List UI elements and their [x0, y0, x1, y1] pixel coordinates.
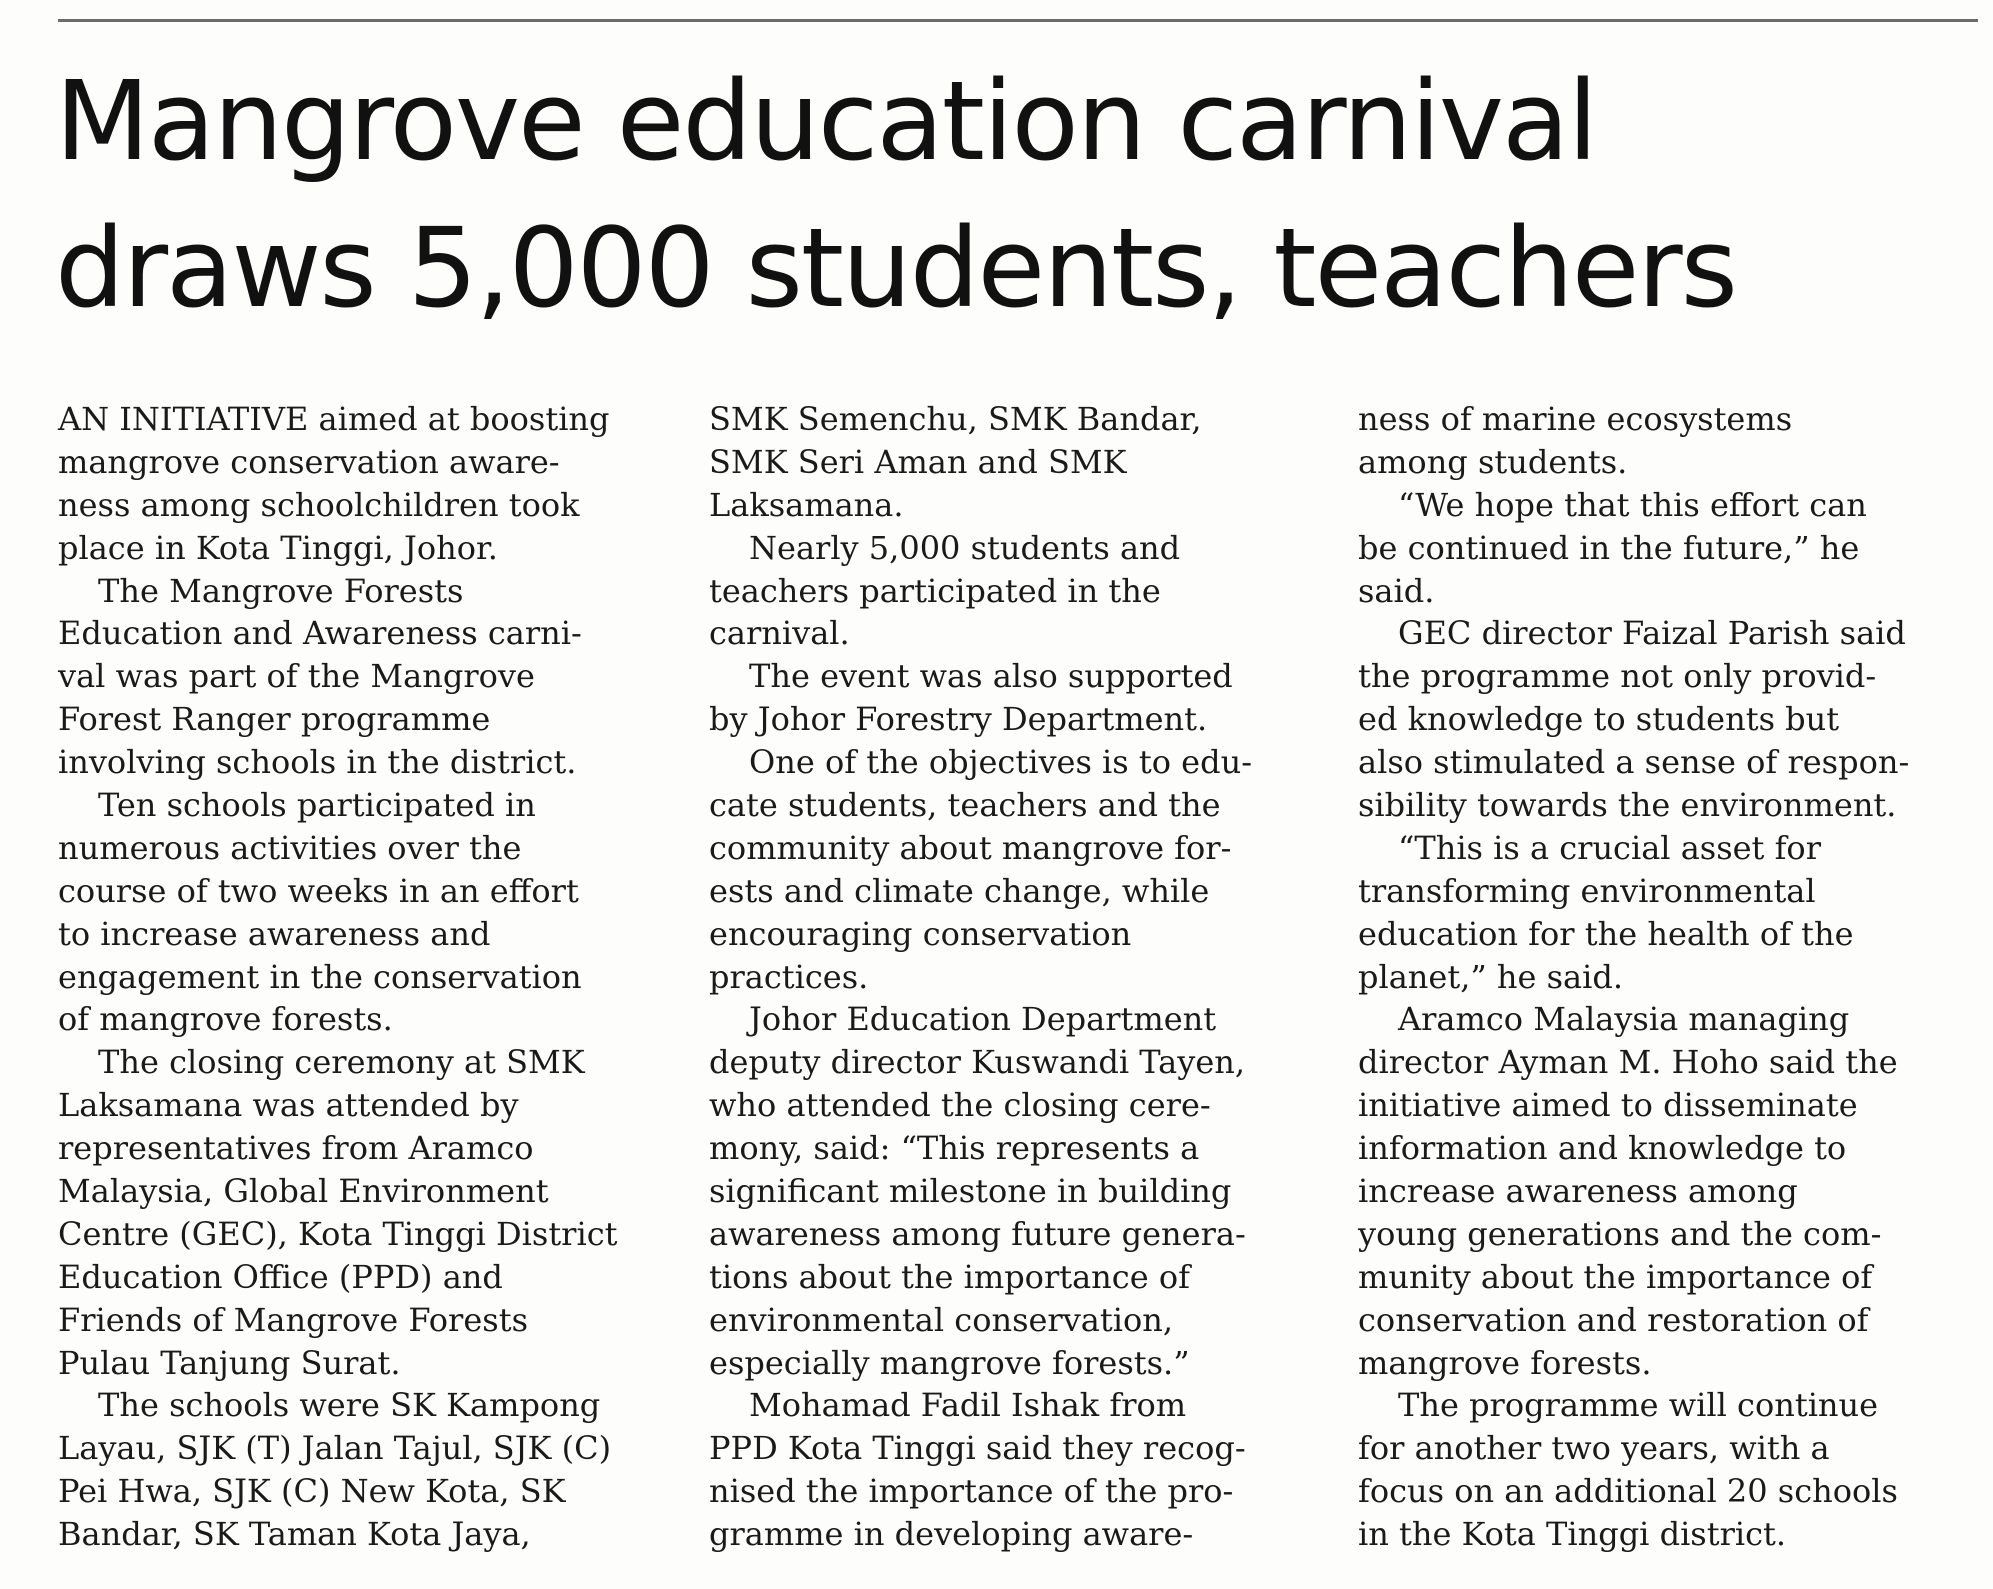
body-text-line: involving schools in the district. [58, 743, 577, 782]
body-text-line: Laksamana. [709, 485, 904, 524]
body-text-line: among students. [1358, 442, 1628, 481]
body-text-line: Centre (GEC), Kota Tinggi District [58, 1214, 618, 1253]
body-text-line: mangrove conservation aware- [58, 442, 560, 481]
body-text-line: tions about the importance of [709, 1257, 1190, 1296]
body-text-line: to increase awareness and [58, 914, 491, 953]
body-text-line: community about mangrove for- [709, 828, 1232, 867]
body-text-line: Johor Education Department [749, 1000, 1217, 1039]
article-body [58, 398, 1958, 1568]
body-text-line: ed knowledge to students but [1358, 700, 1840, 739]
body-text-line: AN INITIATIVE aimed at boosting [58, 400, 610, 438]
body-text-line: Forest Ranger programme [58, 700, 491, 739]
body-text-line: carnival. [709, 614, 850, 653]
body-text-line: ests and climate change, while [709, 871, 1210, 910]
body-text-line: practices. [709, 957, 869, 996]
body-text-line: Bandar, SK Taman Kota Jaya, [58, 1515, 531, 1554]
body-text-line: Pei Hwa, SJK (C) New Kota, SK [58, 1472, 566, 1511]
body-text-line: val was part of the Mangrove [58, 657, 535, 696]
body-text-line: Mohamad Fadil Ishak from [749, 1386, 1187, 1425]
body-text-line: teachers participated in the [709, 571, 1161, 610]
body-text-line: SMK Seri Aman and SMK [709, 442, 1127, 481]
body-text-line: GEC director Faizal Parish said [1398, 614, 1906, 653]
body-text-line: numerous activities over the [58, 828, 522, 867]
body-text-line: The event was also supported [749, 657, 1233, 696]
body-text-line: young generations and the com- [1358, 1214, 1882, 1253]
body-text-line: place in Kota Tinggi, Johor. [58, 528, 498, 567]
body-text-line: transforming environmental [1358, 871, 1816, 910]
body-text-line: said. [1358, 571, 1435, 610]
body-text-line: The programme will continue [1398, 1386, 1879, 1425]
headline-line-1: Mangrove education carnival [55, 57, 1596, 185]
headline-line-2: draws 5,000 students, teachers [55, 204, 1736, 332]
body-text-line: the programme not only provid- [1358, 657, 1877, 696]
column-3 [1358, 398, 1968, 1556]
body-text-line: Friends of Mangrove Forests [58, 1300, 528, 1339]
body-text-line: director Ayman M. Hoho said the [1358, 1043, 1898, 1082]
body-text-line: increase awareness among [1358, 1172, 1798, 1211]
body-text-line: Pulau Tanjung Surat. [58, 1343, 401, 1382]
body-text-line: nised the importance of the pro- [709, 1472, 1234, 1511]
body-text-line: cate students, teachers and the [709, 786, 1221, 825]
body-text-line: PPD Kota Tinggi said they recog- [709, 1429, 1246, 1468]
body-text-line: environmental conservation, [709, 1300, 1174, 1339]
column-1 [58, 398, 668, 1556]
body-text-line: focus on an additional 20 schools [1358, 1472, 1898, 1511]
body-text-line: Layau, SJK (T) Jalan Tajul, SJK (C) [58, 1429, 612, 1468]
body-text-line: of mangrove forests. [58, 1000, 393, 1039]
body-text-line: conservation and restoration of [1358, 1300, 1869, 1339]
body-text-line: ness among schoolchildren took [58, 485, 580, 524]
body-text-line: initiative aimed to disseminate [1358, 1086, 1858, 1125]
body-text-line: Aramco Malaysia managing [1398, 1000, 1850, 1039]
body-text-line: Education and Awareness carni- [58, 614, 582, 653]
body-text-line: sibility towards the environment. [1358, 786, 1897, 825]
body-text-line: for another two years, with a [1358, 1429, 1830, 1468]
top-rule [58, 19, 1978, 22]
body-text-line: “We hope that this effort can [1398, 485, 1867, 524]
body-text-line: ness of marine ecosystems [1358, 400, 1793, 438]
body-text-line: mony, said: “This represents a [709, 1129, 1200, 1168]
body-text-line: gramme in developing aware- [709, 1515, 1194, 1554]
body-text-line: Nearly 5,000 students and [749, 528, 1181, 567]
body-text-line: The schools were SK Kampong [98, 1386, 601, 1425]
column-2 [709, 398, 1319, 1556]
body-text-line: munity about the importance of [1358, 1257, 1873, 1296]
body-text-line: SMK Semenchu, SMK Bandar, [709, 400, 1202, 438]
body-text-line: Laksamana was attended by [58, 1086, 519, 1125]
body-text-line: significant milestone in building [709, 1172, 1232, 1211]
body-text-line: mangrove forests. [1358, 1343, 1652, 1382]
body-text-line: especially mangrove forests.” [709, 1343, 1190, 1382]
body-text-line: by Johor Forestry Department. [709, 700, 1208, 739]
body-text-line: education for the health of the [1358, 914, 1854, 953]
body-text-line: deputy director Kuswandi Tayen, [709, 1043, 1246, 1082]
body-text-line: information and knowledge to [1358, 1129, 1847, 1168]
body-text-line: One of the objectives is to edu- [749, 743, 1253, 782]
headline [55, 48, 1955, 342]
body-text-line: planet,” he said. [1358, 957, 1624, 996]
body-text-line: The Mangrove Forests [98, 571, 464, 610]
body-text-line: encouraging conservation [709, 914, 1132, 953]
body-text-line: Malaysia, Global Environment [58, 1172, 549, 1211]
body-text-line: “This is a crucial asset for [1398, 828, 1821, 867]
body-text-line: in the Kota Tinggi district. [1358, 1515, 1787, 1554]
body-text-line: Education Office (PPD) and [58, 1257, 503, 1296]
body-text-line: awareness among future genera- [709, 1214, 1246, 1253]
body-text-line: Ten schools participated in [98, 786, 536, 825]
body-text-line: be continued in the future,” he [1358, 528, 1860, 567]
body-text-line: course of two weeks in an effort [58, 871, 579, 910]
body-text-line: engagement in the conservation [58, 957, 582, 996]
body-text-line: The closing ceremony at SMK [98, 1043, 585, 1082]
body-text-line: who attended the closing cere- [709, 1086, 1211, 1125]
body-text-line: also stimulated a sense of respon- [1358, 743, 1910, 782]
body-text-line: representatives from Aramco [58, 1129, 534, 1168]
